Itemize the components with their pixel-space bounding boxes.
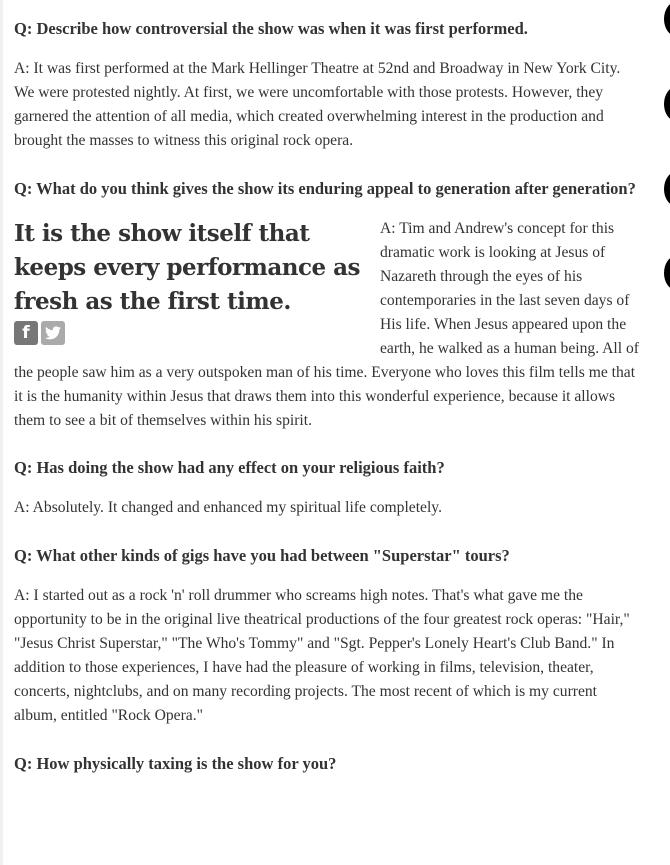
share-buttons xyxy=(14,321,368,345)
facebook-icon[interactable] xyxy=(14,321,38,345)
question: Q: How physically taxing is the show for you? xyxy=(14,754,337,773)
question: Q: What other kinds of gigs have you had between "Superstar" tours? xyxy=(14,546,510,565)
article-body xyxy=(14,0,640,776)
pull-quote-text: It is the show itself that keeps every performance as fresh as the first time. xyxy=(14,220,361,315)
twitter-icon[interactable] xyxy=(41,321,65,345)
edge-control[interactable] xyxy=(664,87,670,121)
answer-with-pullquote xyxy=(14,217,640,433)
facebook-glyph: f xyxy=(22,323,30,343)
answer: A: Tim and Andrew's concept for this dramatic work is looking at Jesus of Nazareth through the eyes of his contemporaries in the last seven days of His life. When Jesus appeared upon the earth, he walked as a human being. All of the people saw him as a very outspoken man of his time. Everyone who loves this film tells me that it is the humanity within Jesus that draws them into this wonderful experience, because it allows them to see a bit of themselves within his spirit. xyxy=(14,220,639,429)
answer: A: It was first performed at the Mark Hellinger Theatre at 52nd and Broadway in New York City. We were protested nightly. At first, we were uncomfortable with those protests. However, they garnered the attention of all media, which created overwhelming interest in the production and brought the masses to witness this original rock opera. xyxy=(14,60,621,149)
answer: A: I started out as a rock 'n' roll drummer who screams high notes. That's what gave me the opportunity to be in the original live theatrical productions of the four greatest rock operas: "Hair," "Jesus Christ Superstar," "The Who's Tommy" and "Sgt. Pepper's Lonely Heart's Club Band." In addition to those experiences, I have had the pleasure of working in films, television, theater, concerts, nightclubs, and on many recording projects. The most recent of which is my current album, entitled "Rock Opera." xyxy=(14,587,630,724)
edge-control[interactable] xyxy=(664,256,670,290)
edge-control[interactable] xyxy=(664,172,670,206)
pull-quote xyxy=(14,217,368,345)
question: Q: Describe how controversial the show was when it was first performed. xyxy=(14,19,528,38)
question: Q: What do you think gives the show its enduring appeal to generation after generation? xyxy=(14,179,636,198)
edge-control[interactable] xyxy=(664,2,670,36)
answer: A: Absolutely. It changed and enhanced my spiritual life completely. xyxy=(14,499,442,516)
question: Q: Has doing the show had any effect on your religious faith? xyxy=(14,458,445,477)
left-border xyxy=(0,0,3,865)
twitter-bird xyxy=(45,326,61,340)
